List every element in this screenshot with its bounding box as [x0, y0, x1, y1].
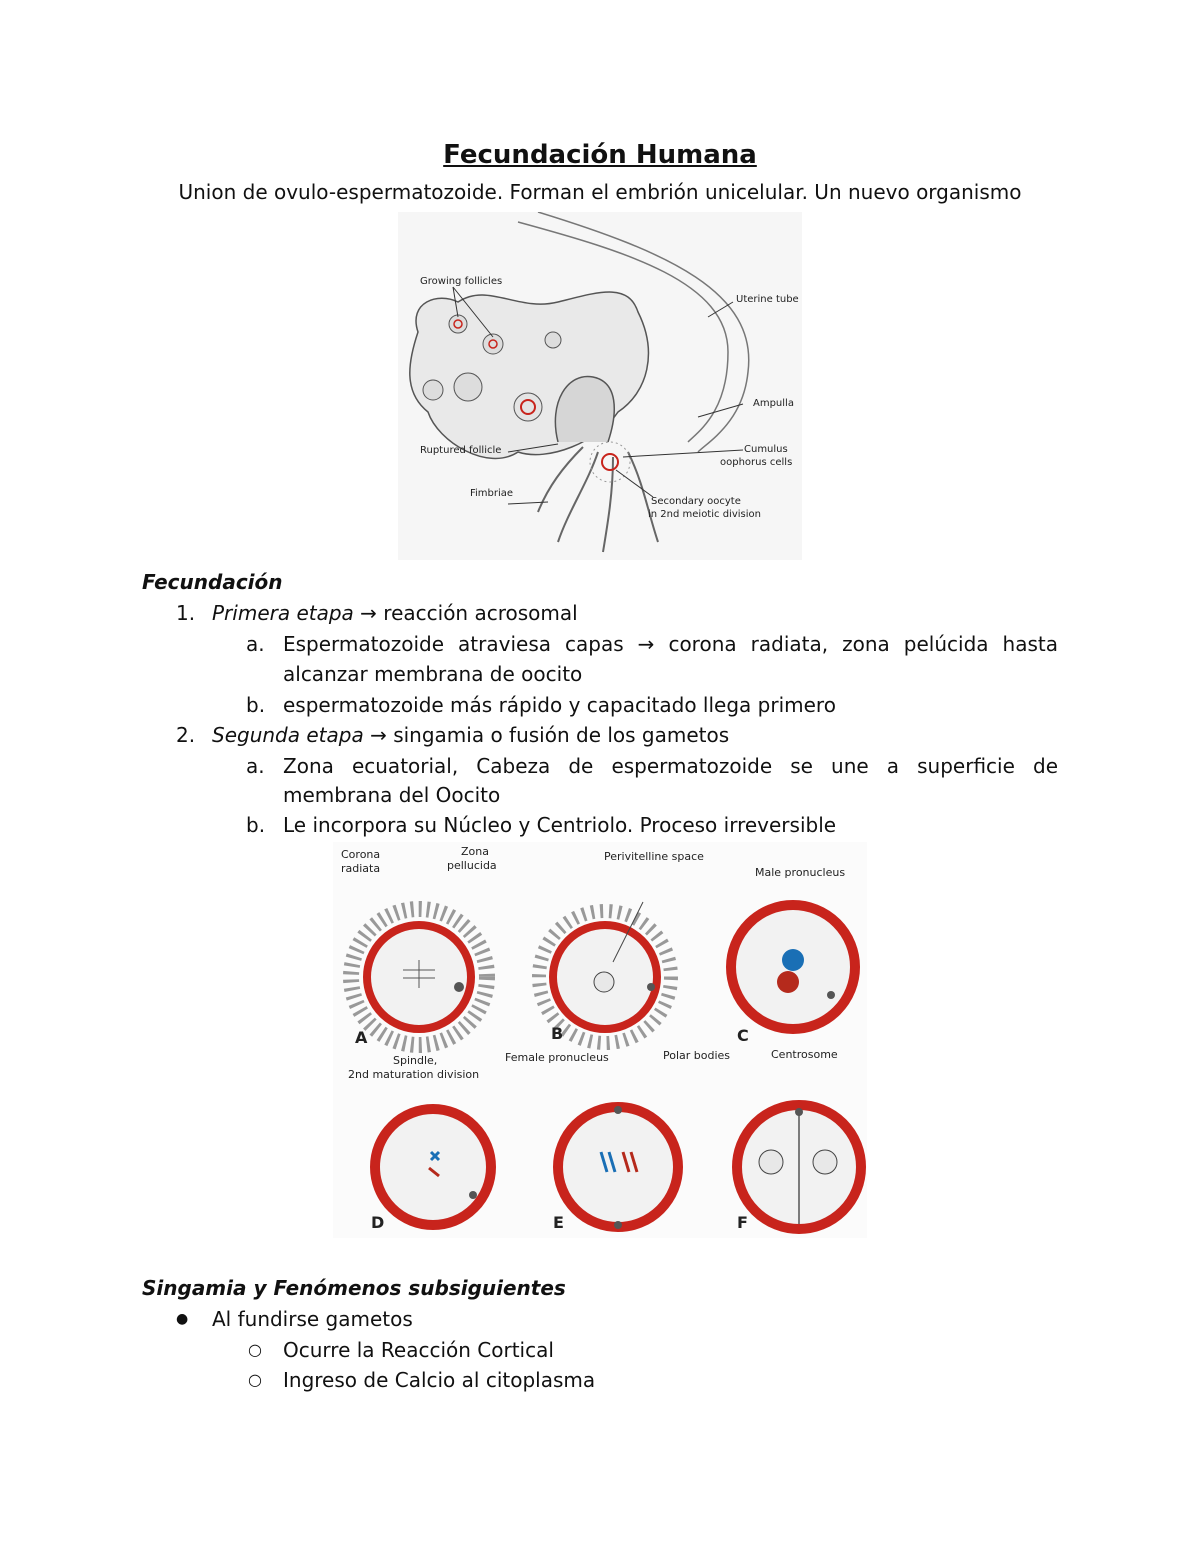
- ovary-uterine-tube-figure: [398, 212, 802, 560]
- list-item-1: [212, 598, 578, 628]
- sub-item-2b: Le incorpora su Núcleo y Centriolo. Proceso irreversible: [283, 813, 837, 837]
- label-corona-2: radiata: [341, 862, 381, 875]
- panel-e-oocyte: [558, 1106, 678, 1229]
- label-corona-1: Corona: [341, 848, 381, 861]
- sub-item-1a-line2: alcanzar membrana de oocito: [283, 662, 583, 686]
- label-secondary-oocyte-2: in 2nd meiotic division: [648, 509, 761, 520]
- stage-label-1: Primera etapa: [212, 601, 354, 625]
- sub-bullet-2: Ingreso de Calcio al citoplasma: [283, 1368, 596, 1392]
- label-fimbriae: Fimbriae: [470, 488, 514, 499]
- sub-letter-1a: a.: [246, 632, 265, 656]
- label-female-pronucleus: Female pronucleus: [505, 1051, 609, 1064]
- fertilization-diagram: [333, 842, 867, 1238]
- label-cumulus-1: Cumulus: [744, 444, 788, 455]
- label-zona-1: Zona: [461, 845, 489, 858]
- panel-label-f: F: [737, 1213, 748, 1232]
- panel-label-e: E: [553, 1213, 564, 1232]
- label-growing-follicles: Growing follicles: [420, 276, 503, 287]
- label-cumulus-2: oophorus cells: [720, 457, 793, 468]
- label-perivitelline: Perivitelline space: [604, 850, 704, 863]
- panel-d-oocyte: [375, 1109, 491, 1225]
- list-number-1: 1.: [176, 601, 196, 625]
- bullet-item: Al fundirse gametos: [212, 1307, 413, 1331]
- label-zona-2: pellucida: [447, 859, 497, 872]
- bullet-marker: ●: [176, 1311, 189, 1327]
- list-item-2: [212, 720, 729, 750]
- sub-item-2a-line1: Zona ecuatorial, Cabeza de espermatozoide se une a superficie de: [283, 754, 1058, 778]
- sub-item-1b: espermatozoide más rápido y capacitado llega primero: [283, 693, 836, 717]
- label-polar-bodies: Polar bodies: [663, 1049, 731, 1062]
- panel-f-oocyte: [737, 1105, 861, 1229]
- panel-label-b: B: [551, 1024, 564, 1043]
- stage-text-2: → singamia o fusión de los gametos: [363, 723, 730, 747]
- circle-marker-2: ○: [248, 1370, 262, 1389]
- panel-label-c: C: [737, 1026, 749, 1045]
- panel-label-a: A: [355, 1028, 368, 1047]
- document-subtitle: Union de ovulo-espermatozoide. Forman el embrión unicelular. Un nuevo organismo: [178, 180, 1022, 204]
- label-uterine-tube: Uterine tube: [736, 294, 799, 305]
- sub-bullet-1: Ocurre la Reacción Cortical: [283, 1338, 554, 1362]
- sub-item-2a-line2: membrana del Oocito: [283, 783, 501, 807]
- label-ampulla: Ampulla: [753, 398, 794, 409]
- circle-marker-1: ○: [248, 1340, 262, 1359]
- label-male-pronucleus: Male pronucleus: [755, 866, 846, 879]
- panel-label-d: D: [371, 1213, 385, 1232]
- label-spindle-2: 2nd maturation division: [348, 1068, 480, 1081]
- label-ruptured-follicle: Ruptured follicle: [420, 445, 502, 456]
- stage-label-2: Segunda etapa: [212, 723, 364, 747]
- document-title: Fecundación Humana: [443, 140, 757, 170]
- singamia-heading: Singamia y Fenómenos subsiguientes: [142, 1276, 566, 1300]
- label-secondary-oocyte-1: Secondary oocyte: [651, 496, 741, 507]
- list-number-2: 2.: [176, 723, 196, 747]
- fertilization-stages-figure: [333, 842, 867, 1238]
- sub-item-1a-line1: Espermatozoide atraviesa capas → corona radiata, zona pelúcida hasta: [283, 632, 1058, 656]
- fecundacion-heading: Fecundación: [142, 570, 283, 594]
- panel-c-oocyte: [731, 905, 855, 1029]
- label-centrosome: Centrosome: [771, 1048, 838, 1061]
- sub-letter-2b: b.: [246, 813, 266, 837]
- stage-text-1: → reacción acrosomal: [353, 601, 578, 625]
- ovary-diagram: [398, 212, 802, 560]
- sub-letter-2a: a.: [246, 754, 265, 778]
- label-spindle-1: Spindle,: [393, 1054, 438, 1067]
- sub-letter-1b: b.: [246, 693, 266, 717]
